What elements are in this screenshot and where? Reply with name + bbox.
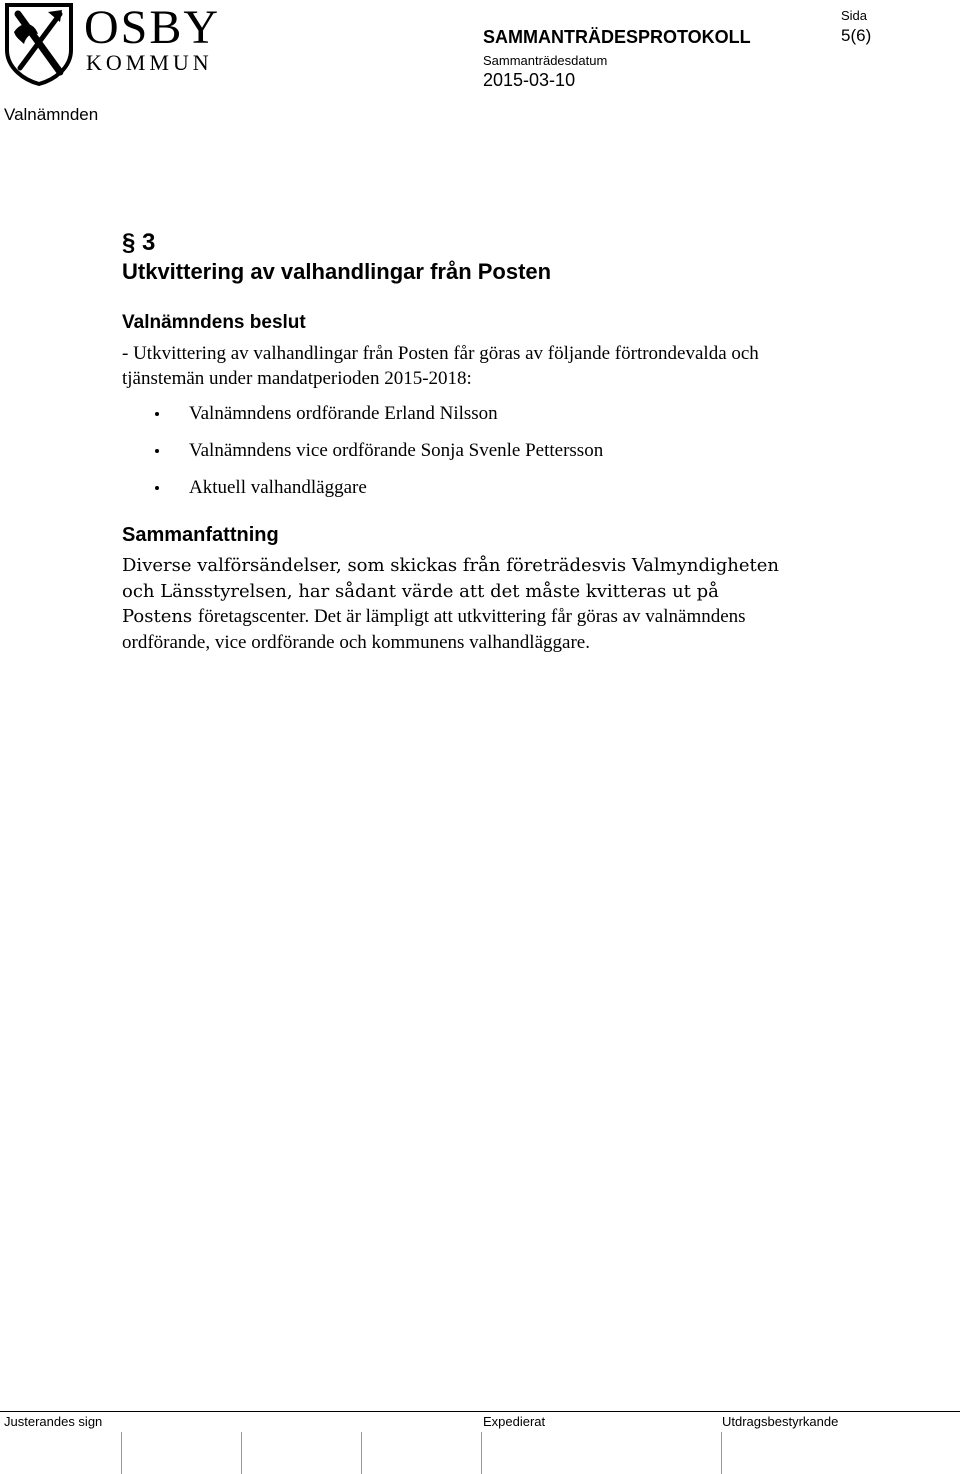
summary-text-part1: Diverse valförsändelser, som skickas från företrädesvis Valmyndigheten och Länsstyrelsen, har sådant värde att det måste kvitteras ut på Postens [122,555,780,627]
page-label: Sida [841,8,868,23]
logo-name: OSBY [84,1,221,54]
summary-text-part2: företagscenter. Det är lämpligt att utkvittering får göras av valnämndens ordförande, vice ordförande och kommunens valhandläggare. [122,606,746,653]
summary-text [122,553,782,655]
decision-list [155,401,603,512]
bullet-icon [155,449,159,453]
department-name: Valnämnden [4,105,99,124]
section-title: Utkvittering av valhandlingar från Posten [122,259,552,284]
meeting-date-label: Sammanträdesdatum [483,53,608,68]
list-item [155,438,603,475]
bullet-icon [155,412,159,416]
logo-subtitle: KOMMUN [86,50,213,75]
meeting-date-value: 2015-03-10 [483,70,576,90]
municipal-coat-of-arms-icon [4,2,74,86]
signature-box-divider [361,1432,362,1474]
signature-box-divider [481,1432,482,1474]
signature-box-divider [121,1432,122,1474]
paragraph-number: § 3 [122,229,156,256]
page-number: 5(6) [841,26,872,45]
footer-divider [0,1411,960,1412]
signature-box-divider [241,1432,242,1474]
list-item-text: Valnämndens ordförande Erland Nilsson [189,403,498,424]
list-item-text: Aktuell valhandläggare [189,477,367,498]
list-item [155,475,603,512]
list-item-text: Valnämndens vice ordförande Sonja Svenle Pettersson [189,440,604,461]
list-item [155,401,603,438]
footer-justerandes-sign: Justerandes sign [4,1414,103,1429]
bullet-icon [155,486,159,490]
decision-heading: Valnämndens beslut [122,312,306,333]
signature-box-divider [721,1432,722,1474]
document-type: SAMMANTRÄDESPROTOKOLL [483,27,751,47]
decision-text: - Utkvittering av valhandlingar från Posten får göras av följande förtrondevalda och tjänstemän under mandatperioden 2015-2018: [122,343,759,389]
footer-utdragsbestyrkande: Utdragsbestyrkande [722,1414,839,1429]
footer-expedierat: Expedierat [483,1414,546,1429]
summary-heading: Sammanfattning [122,524,279,546]
